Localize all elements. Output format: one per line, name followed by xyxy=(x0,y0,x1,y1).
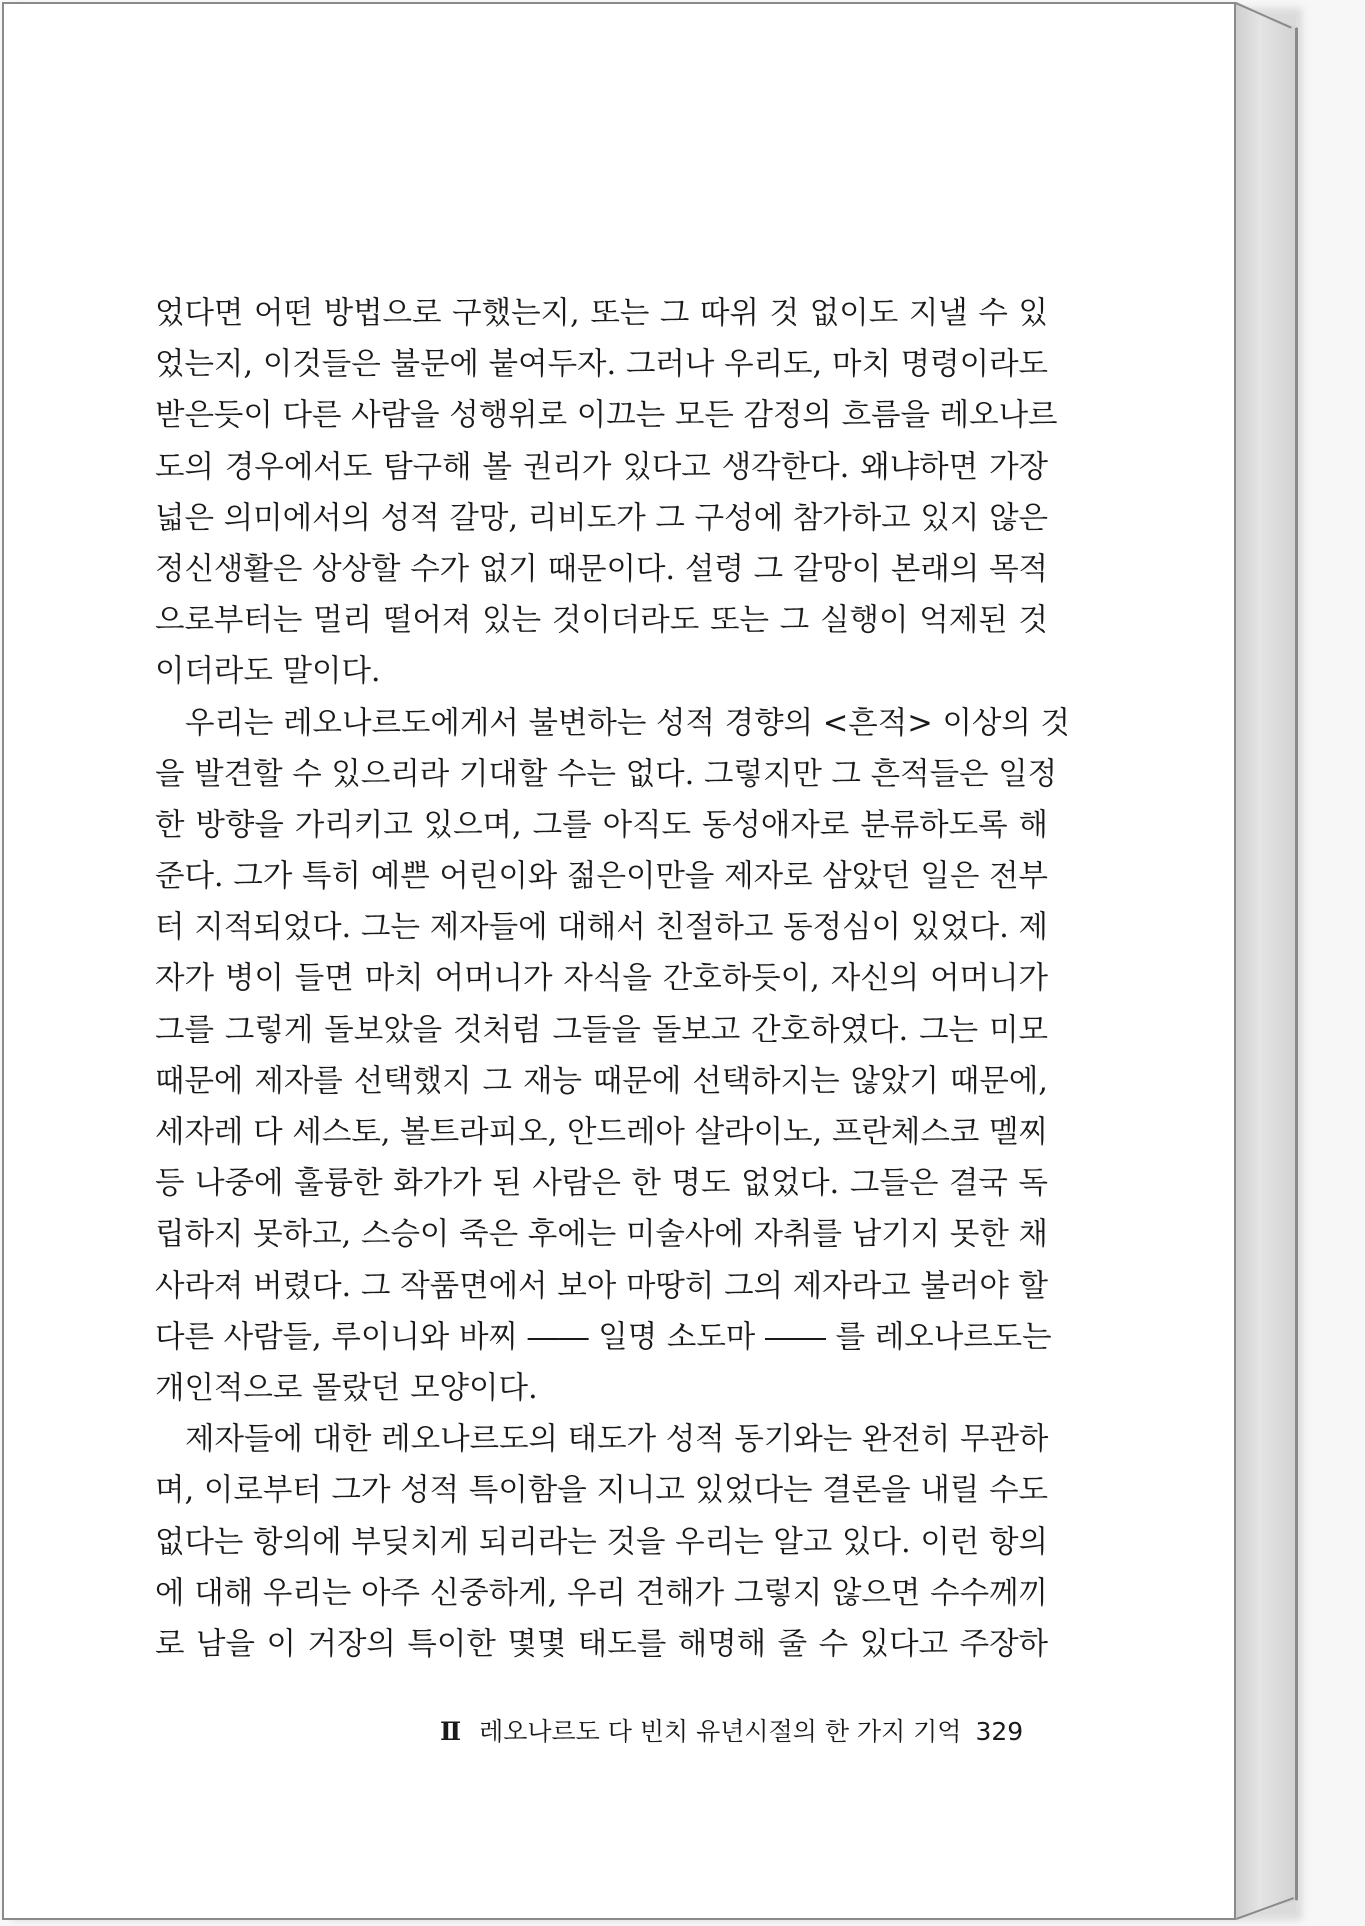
text-line: 제자들에 대한 레오나르도의 태도가 성적 동기와는 완전히 무관하 xyxy=(185,1422,1049,1458)
running-title: 레오나르도 다 빈치 유년시절의 한 가지 기억 xyxy=(479,1717,962,1746)
text-line: 등 나중에 훌륭한 화가가 된 사람은 한 명도 없었다. 그들은 결국 독 xyxy=(155,1166,1048,1202)
text-line: 립하지 못하고, 스승이 죽은 후에는 미술사에 자취를 남기지 못한 채 xyxy=(155,1217,1048,1253)
text-line: 없다는 항의에 부딪치게 되리라는 것을 우리는 알고 있다. 이런 항의 xyxy=(155,1524,1048,1560)
text-line: 그를 그렇게 돌보았을 것처럼 그들을 돌보고 간호하였다. 그는 미모 xyxy=(155,1012,1048,1048)
page-number: 329 xyxy=(975,1717,1024,1746)
text-line: 준다. 그가 특히 예쁜 어린이와 젊은이만을 제자로 삼았던 일은 전부 xyxy=(155,859,1048,895)
text-line: 에 대해 우리는 아주 신중하게, 우리 견해가 그렇지 않으면 수수께끼 xyxy=(155,1575,1048,1611)
page-edge-thickness xyxy=(1236,2,1298,1920)
page-edge-right-line xyxy=(1295,28,1297,1900)
text-line: 받은듯이 다른 사람을 성행위로 이끄는 모든 감정의 흐름을 레오나르 xyxy=(155,398,1058,434)
text-line: 터 지적되었다. 그는 제자들에 대해서 친절하고 동정심이 있었다. 제 xyxy=(155,910,1048,946)
text-line: 사라져 버렸다. 그 작품면에서 보아 마땅히 그의 제자라고 불러야 할 xyxy=(155,1268,1048,1304)
text-line: 정신생활은 상상할 수가 없기 때문이다. 설령 그 갈망이 본래의 목적 xyxy=(155,551,1048,587)
text-line: 으로부터는 멀리 떨어져 있는 것이더라도 또는 그 실행이 억제된 것 xyxy=(155,603,1048,639)
text-line: 며, 이로부터 그가 성적 특이함을 지니고 있었다는 결론을 내릴 수도 xyxy=(155,1473,1048,1509)
text-line: 이더라도 말이다. xyxy=(155,654,381,690)
text-line: 한 방향을 가리키고 있으며, 그를 아직도 동성애자로 분류하도록 해 xyxy=(155,807,1048,843)
text-line: 넓은 의미에서의 성적 갈망, 리비도가 그 구성에 참가하고 있지 않은 xyxy=(155,500,1048,536)
text-line: 다른 사람들, 루이니와 바찌 ―― 일명 소도마 ―― 를 레오나르도는 xyxy=(155,1319,1052,1355)
text-line: 때문에 제자를 선택했지 그 재능 때문에 선택하지는 않았기 때문에, xyxy=(155,1063,1048,1099)
running-footer xyxy=(440,1712,1024,1748)
text-line: 도의 경우에서도 탐구해 볼 권리가 있다고 생각한다. 왜냐하면 가장 xyxy=(155,449,1048,485)
text-line: 었는지, 이것들은 불문에 붙여두자. 그러나 우리도, 마치 명령이라도 xyxy=(155,347,1048,383)
text-line: 을 발견할 수 있으리라 기대할 수는 없다. 그렇지만 그 흔적들은 일정 xyxy=(155,756,1058,792)
chapter-mark: Ⅱ xyxy=(440,1717,462,1746)
text-line: 었다면 어떤 방법으로 구했는지, 또는 그 따위 것 없이도 지낼 수 있 xyxy=(155,296,1048,331)
body-text xyxy=(155,288,1071,1670)
text-line: 세자레 다 세스토, 볼트라피오, 안드레아 살라이노, 프란체스코 멜찌 xyxy=(155,1115,1048,1150)
text-line: 자가 병이 들면 마치 어머니가 자식을 간호하듯이, 자신의 어머니가 xyxy=(155,961,1048,997)
text-line: 개인적으로 몰랐던 모양이다. xyxy=(155,1370,538,1406)
text-line: 로 남을 이 거장의 특이한 몇몇 태도를 해명해 줄 수 있다고 주장하 xyxy=(155,1626,1048,1662)
text-line: 우리는 레오나르도에게서 불변하는 성적 경향의 <흔적> 이상의 것 xyxy=(185,705,1071,741)
